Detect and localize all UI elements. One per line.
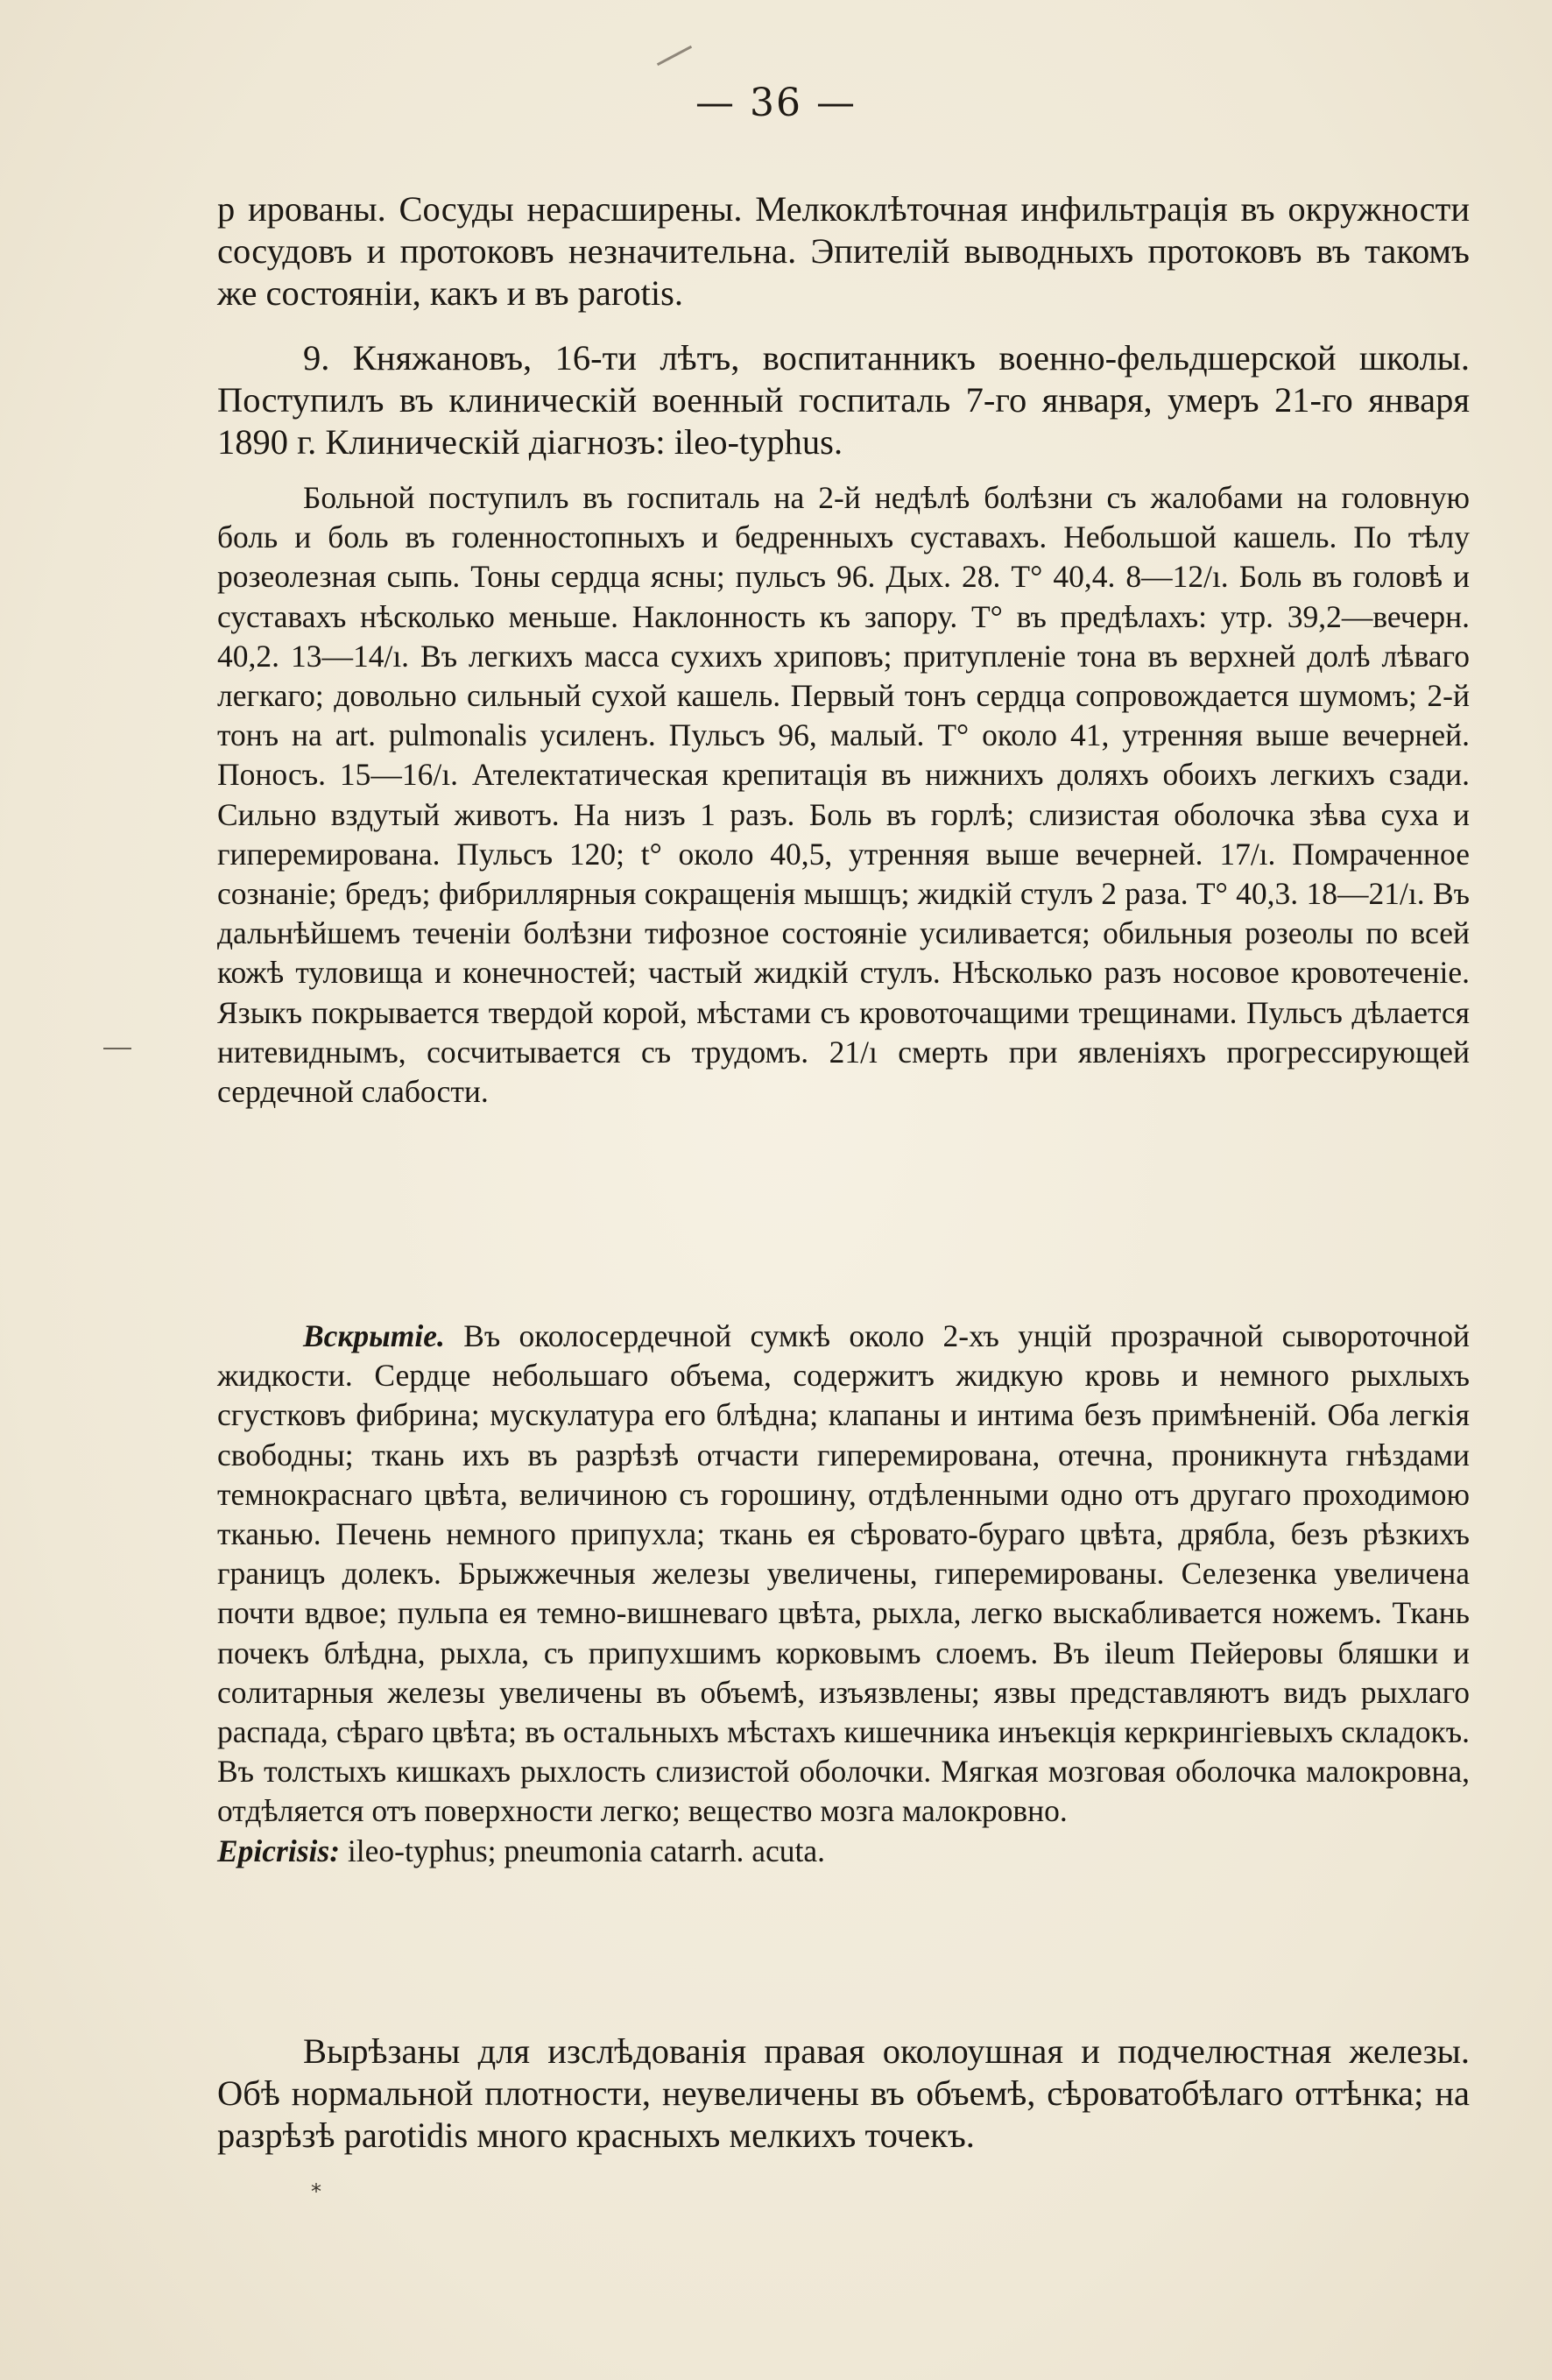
epicrisis-paragraph	[217, 1832, 1470, 1871]
paragraph-text: Вырѣзаны для изслѣдованія правая околоушная и подчелюстная железы. Обѣ нормальной плотности, неувеличены въ объемѣ, сѣроватобѣлаго оттѣнка; на разрѣзѣ parotidis много красныхъ мелкихъ точекъ.	[217, 2031, 1470, 2155]
autopsy-paragraph	[217, 1317, 1470, 1832]
paragraph-case-header	[217, 337, 1470, 463]
paragraph-glands	[217, 2030, 1470, 2157]
paragraph-continuation	[217, 188, 1470, 314]
epicrisis-text: ileo-typhus; pneumonia catarrh. acuta.	[340, 1833, 826, 1868]
paragraph-text: Больной поступилъ въ госпиталь на 2-й недѣлѣ болѣзни съ жалобами на головную боль и боль въ голенностопныхъ и бедренныхъ суставахъ. Небольшой кашель. По тѣлу розеолезная сыпь. Тоны сердца ясны; пульсъ 96. Дых. 28. T° 40,4. 8—12/ı. Боль въ головѣ и суставахъ нѣсколько меньше. Наклонность къ запору. T° въ предѣлахъ: утр. 39,2—вечерн. 40,2. 13—14/ı. Въ легкихъ масса сухихъ хриповъ; притупленіе тона въ верхней долѣ лѣваго легкаго; довольно сильный сухой кашель. Первый тонъ сердца сопровождается шумомъ; 2-й тонъ на art. pulmonalis усиленъ. Пульсъ 96, малый. T° около 41, утренняя выше вечерней. Поносъ. 15—16/ı. Ателектатическая крепитація въ нижнихъ доляхъ обоихъ легкихъ сзади. Сильно вздутый животъ. На низъ 1 разъ. Боль въ горлѣ; слизистая оболочка зѣва суха и гиперемирована. Пульсъ 120; t° около 40,5, утренняя выше вечерней. 17/ı. Помраченное сознаніе; бредъ; фибриллярныя сокращенія мышцъ; жидкій стулъ 2 раза. T° 40,3. 18—21/ı. Въ дальнѣйшемъ теченіи болѣзни тифозное состояніе усиливается; обильныя розеолы по всей кожѣ туловища и конечностей; частый жидкій стулъ. Нѣсколько разъ носовое кровотеченіе. Языкъ покрывается твердой корой, мѣстами съ кровоточащими трещинами. Пульсъ дѣлается нитевиднымъ, сосчитывается съ трудомъ. 21/ı смерть при явленіяхъ прогрессирующей сердечной слабости.	[217, 480, 1470, 1110]
epicrisis-label: Epicrisis:	[217, 1833, 341, 1868]
ink-mark	[657, 46, 692, 66]
autopsy-label: Вскрытіе.	[303, 1318, 445, 1353]
paragraph-text: 9. Княжановъ, 16-ти лѣтъ, воспитанникъ военно-фельдшерской школы. Поступилъ въ клиническій военный госпиталь 7-го января, умеръ 21-го января 1890 г. Клиническій діагнозъ: ileo-typhus.	[217, 338, 1470, 462]
paragraph-text: р ированы. Сосуды нерасширены. Мелкоклѣточная инфильтрація въ окружности сосудовъ и протоковъ незначительна. Эпителій выводныхъ протоковъ въ такомъ же состояніи, какъ и въ parotis.	[217, 189, 1470, 313]
paragraph-case-history	[217, 478, 1470, 1112]
margin-mark	[103, 1048, 131, 1049]
autopsy-text: Въ околосердечной сумкѣ около 2-хъ унцій прозрачной сывороточной жидкости. Сердце небольшаго объема, содержитъ жидкую кровь и немного рыхлыхъ сгустковъ фибрина; мускулатура его блѣдна; клапаны и интима безъ примѣненій. Оба легкія свободны; ткань ихъ въ разрѣзѣ отчасти гиперемирована, отечна, проникнута гнѣздами темнокраснаго цвѣта, величиною съ горошину, отдѣленными одно отъ другаго проходимою тканью. Печень немного припухла; ткань ея сѣровато-бураго цвѣта, дрябла, безъ рѣзкихъ границъ долекъ. Брыжжечныя железы увеличены, гиперемированы. Селезенка увеличена почти вдвое; пульпа ея темно-вишневаго цвѣта, рыхла, легко выскабливается ножемъ. Ткань почекъ блѣдна, рыхла, съ припухшимъ корковымъ слоемъ. Въ ileum Пейеровы бляшки и солитарныя железы увеличены въ объемѣ, изъязвлены; язвы представляютъ видъ рыхлаго распада, сѣраго цвѣта; въ остальныхъ мѣстахъ кишечника инъекція керкрингіевыхъ складокъ. Въ толстыхъ кишкахъ рыхлость слизистой оболочки. Мягкая мозговая оболочка малокровна, отдѣляется отъ поверхности легко; вещество мозга малокровно.	[217, 1318, 1470, 1829]
footnote-mark: *	[311, 2179, 321, 2204]
page-number: — 36 —	[695, 81, 857, 125]
paragraph-autopsy	[217, 1317, 1470, 1871]
